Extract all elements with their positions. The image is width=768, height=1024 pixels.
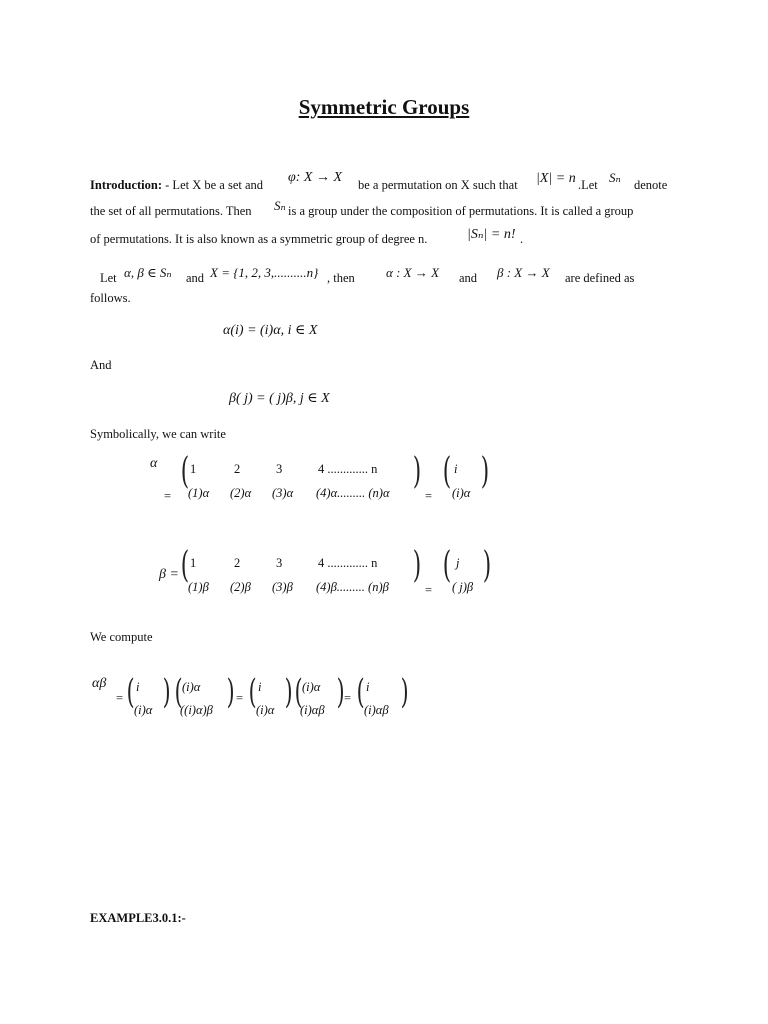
beta-r-top: j bbox=[456, 556, 460, 570]
page-title: Symmetric Groups bbox=[298, 95, 470, 119]
example-heading: EXAMPLE3.0.1:- bbox=[90, 911, 186, 925]
m5-left-paren: ( bbox=[356, 672, 365, 712]
let-text: Let bbox=[100, 271, 117, 285]
m2-top: (i)α bbox=[182, 680, 201, 694]
alpha-bot-2: (2)α bbox=[230, 486, 252, 500]
intro-line-1 bbox=[90, 178, 263, 193]
beta-right-paren: ) bbox=[412, 545, 422, 586]
alpha-top-4: 4 ............. n bbox=[318, 462, 378, 476]
beta-map: β : X → X bbox=[497, 265, 550, 280]
and-text-1: and bbox=[186, 271, 205, 285]
m4-left-paren: ( bbox=[294, 672, 303, 712]
m2-left-paren: ( bbox=[174, 672, 183, 712]
prod-eq-3: = bbox=[344, 691, 352, 705]
then-text: , then bbox=[327, 271, 355, 285]
beta-symbol: β = bbox=[159, 567, 179, 582]
alpha-symbol: α bbox=[150, 456, 158, 471]
beta-top-1: 1 bbox=[190, 556, 197, 570]
alpha-equals: = bbox=[164, 489, 172, 503]
intro-label: Introduction: bbox=[90, 178, 163, 192]
m1-left-paren: ( bbox=[126, 672, 135, 712]
beta-r-bot: ( j)β bbox=[452, 580, 474, 594]
intro-text-2: be a permutation on X such that bbox=[358, 178, 518, 192]
beta-r-right-paren: ) bbox=[482, 545, 492, 586]
m1-top: i bbox=[136, 680, 140, 694]
intro-line-2a: the set of all permutations. Then bbox=[90, 204, 252, 218]
beta-r-left-paren: ( bbox=[442, 545, 452, 586]
beta-equals-2: = bbox=[425, 583, 433, 597]
follows-text: follows. bbox=[90, 291, 131, 305]
intro-line-2b: is a group under the composition of permutations. It is called a group bbox=[288, 204, 634, 218]
m4-right-paren: ) bbox=[336, 672, 345, 712]
alpha-r-right-paren: ) bbox=[480, 451, 490, 492]
alpha-beta-lhs: αβ bbox=[92, 676, 107, 691]
sn-symbol: Sₙ bbox=[609, 170, 621, 185]
compute-text: We compute bbox=[90, 630, 153, 644]
beta-bot-4: (4)β......... (n)β bbox=[316, 580, 389, 594]
alpha-left-paren: ( bbox=[180, 451, 190, 492]
x-set: X = {1, 2, 3,..........n} bbox=[210, 265, 319, 280]
cardinality-x: |X| = n bbox=[536, 171, 576, 186]
alpha-top-3: 3 bbox=[276, 462, 283, 476]
m5-top: i bbox=[366, 680, 370, 694]
alpha-r-bot: (i)α bbox=[452, 486, 471, 500]
m1-bot: (i)α bbox=[134, 703, 153, 717]
alpha-top-1: 1 bbox=[190, 462, 197, 476]
prod-eq-2: = bbox=[236, 691, 244, 705]
alpha-top-2: 2 bbox=[234, 462, 241, 476]
beta-top-2: 2 bbox=[234, 556, 241, 570]
m3-right-paren: ) bbox=[284, 672, 293, 712]
m3-top: i bbox=[258, 680, 262, 694]
m2-right-paren: ) bbox=[226, 672, 235, 712]
phi-map: φ: X → X bbox=[288, 170, 343, 185]
beta-top-3: 3 bbox=[276, 556, 283, 570]
and-label: And bbox=[90, 358, 112, 372]
beta-bot-2: (2)β bbox=[230, 580, 251, 594]
prod-eq-1: = bbox=[116, 691, 124, 705]
m1-right-paren: ) bbox=[162, 672, 171, 712]
beta-left-paren: ( bbox=[180, 545, 190, 586]
m4-bot: (i)αβ bbox=[300, 703, 325, 717]
sn-order: |Sₙ| = n! bbox=[467, 227, 516, 242]
alpha-r-left-paren: ( bbox=[442, 451, 452, 492]
alpha-beta-in-sn: α, β ∈ Sₙ bbox=[124, 265, 172, 280]
intro-end-dot: . bbox=[520, 232, 524, 246]
alpha-bot-3: (3)α bbox=[272, 486, 294, 500]
sn-symbol-2: Sₙ bbox=[274, 198, 286, 213]
beta-bot-3: (3)β bbox=[272, 580, 293, 594]
alpha-definition: α(i) = (i)α, i ∈ X bbox=[223, 323, 318, 338]
and-text-2: and bbox=[459, 271, 478, 285]
alpha-bot-4: (4)α......... (n)α bbox=[316, 486, 390, 500]
alpha-equals-2: = bbox=[425, 489, 433, 503]
m3-left-paren: ( bbox=[248, 672, 257, 712]
m3-bot: (i)α bbox=[256, 703, 275, 717]
alpha-r-top: i bbox=[454, 462, 458, 476]
alpha-bot-1: (1)α bbox=[188, 486, 210, 500]
alpha-right-paren: ) bbox=[412, 451, 422, 492]
m2-bot: ((i)α)β bbox=[180, 703, 213, 717]
beta-definition: β( j) = ( j)β, j ∈ X bbox=[229, 391, 330, 406]
intro-text-4: denote bbox=[634, 178, 668, 192]
alpha-map: α : X → X bbox=[386, 265, 440, 280]
defined-as-text: are defined as bbox=[565, 271, 635, 285]
intro-line-3: of permutations. It is also known as a symmetric group of degree n. bbox=[90, 232, 428, 246]
intro-text-1: - Let X be a set and bbox=[165, 178, 264, 192]
m4-top: (i)α bbox=[302, 680, 321, 694]
intro-text-3: .Let bbox=[578, 178, 598, 192]
beta-top-4: 4 ............. n bbox=[318, 556, 378, 570]
m5-right-paren: ) bbox=[400, 672, 409, 712]
m5-bot: (i)αβ bbox=[364, 703, 389, 717]
beta-bot-1: (1)β bbox=[188, 580, 209, 594]
symbolically-text: Symbolically, we can write bbox=[90, 427, 226, 441]
